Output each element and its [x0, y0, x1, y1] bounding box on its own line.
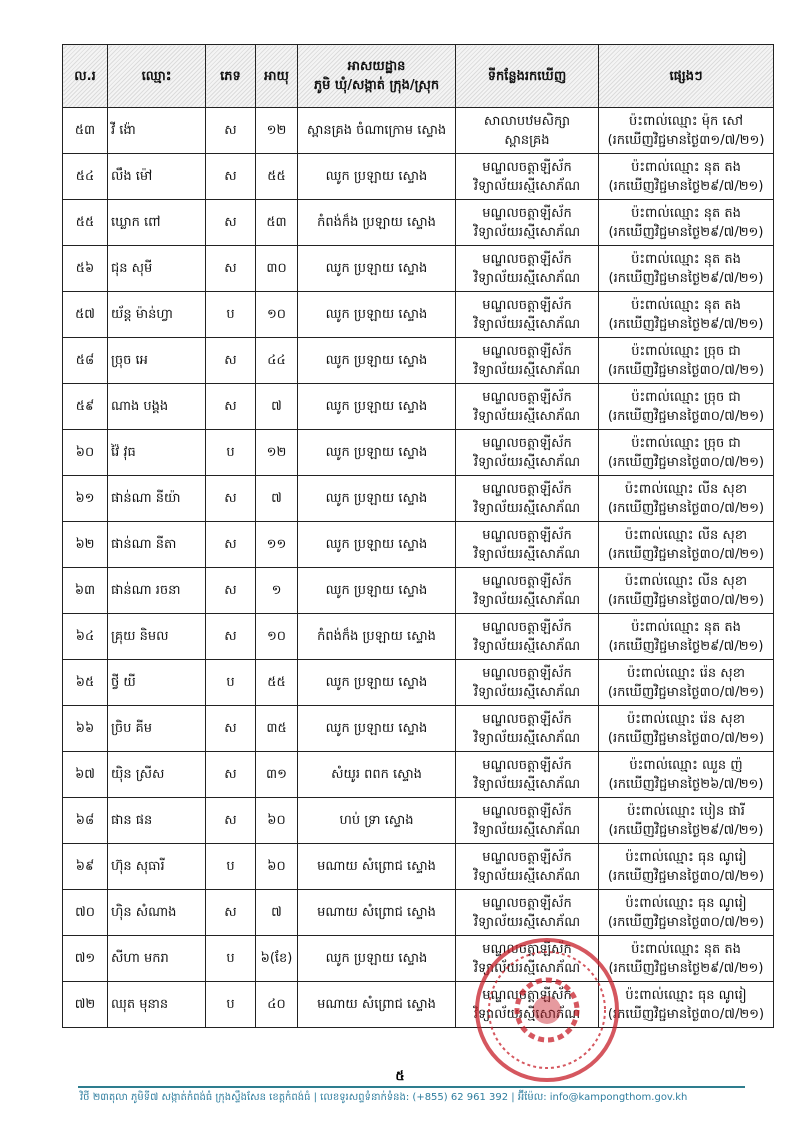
- cell-place: [456, 936, 599, 982]
- cell-sex: ស: [206, 200, 256, 246]
- remark-line2: (រកឃើញវិជ្ជមានថ្ងៃ២៩/៧/២១): [608, 178, 764, 194]
- cell-address: ឈូក ប្រឡាយ ស្ទោង: [298, 246, 456, 292]
- remark-line1: ប៉ះពាល់ឈ្មោះ នុត តង: [631, 297, 741, 313]
- remark-line2: (រកឃើញវិជ្ជមានថ្ងៃ៣០/៧/២១): [607, 868, 765, 884]
- table-row: [63, 936, 774, 982]
- cell-name: វី ង៉ោ: [108, 108, 206, 154]
- cell-no: ៦៧: [63, 752, 108, 798]
- place-line2: វិទ្យាល័យរស្មីសោភ័ណ: [473, 822, 581, 838]
- cell-remark: [599, 154, 774, 200]
- place-line2: វិទ្យាល័យរស្មីសោភ័ណ: [473, 960, 581, 976]
- cell-age: ៦០: [256, 844, 298, 890]
- cell-remark: [599, 430, 774, 476]
- cell-no: ៦៣: [63, 568, 108, 614]
- cell-no: ៥៩: [63, 384, 108, 430]
- cell-address: ឈូក ប្រឡាយ ស្ទោង: [298, 476, 456, 522]
- remark-line2: (រកឃើញវិជ្ជមានថ្ងៃ៣០/៧/២១): [607, 546, 765, 562]
- place-line1: មណ្ឌលចត្តាឡីស័ក: [482, 895, 572, 911]
- place-line2: វិទ្យាល័យរស្មីសោភ័ណ: [473, 868, 581, 884]
- table-row: [63, 982, 774, 1028]
- cell-name: ថ្វី យី: [108, 660, 206, 706]
- remark-line2: (រកឃើញវិជ្ជមានថ្ងៃ៣០/៧/២១): [607, 500, 765, 516]
- place-line2: វិទ្យាល័យរស្មីសោភ័ណ: [473, 776, 581, 792]
- remark-line1: ប៉ះពាល់ឈ្មោះ រ៉េន សុខា: [626, 711, 746, 727]
- remark-line1: ប៉ះពាល់ឈ្មោះ ធុន ណូរៀ: [625, 987, 747, 1003]
- remark-line2: (រកឃើញវិជ្ជមានថ្ងៃ៣០/៧/២១): [607, 454, 765, 470]
- cell-remark: [599, 798, 774, 844]
- cell-age: ១១: [256, 522, 298, 568]
- remark-line1: ប៉ះពាល់ឈ្មោះ រ៉េន សុខា: [626, 665, 746, 681]
- cell-remark: [599, 108, 774, 154]
- cell-address: ឈូក ប្រឡាយ ស្ទោង: [298, 660, 456, 706]
- table-row: [63, 246, 774, 292]
- cell-age: ៣០: [256, 246, 298, 292]
- cell-remark: [599, 844, 774, 890]
- cell-sex: ស: [206, 108, 256, 154]
- cell-address: មណាយ សំព្រោជ ស្ទោង: [298, 982, 456, 1028]
- place-line2: វិទ្យាល័យរស្មីសោភ័ណ: [473, 638, 581, 654]
- cell-name: ហ៊ុន សុធារី: [108, 844, 206, 890]
- cell-age: ៣៥: [256, 706, 298, 752]
- remark-line1: ប៉ះពាល់ឈ្មោះ ឈួន ញ៉: [629, 757, 743, 773]
- cell-name: ផាន់ណា រចនា: [108, 568, 206, 614]
- remark-line2: (រកឃើញវិជ្ជមានថ្ងៃ៣១/៧/២១): [607, 132, 765, 148]
- cell-no: ៧១: [63, 936, 108, 982]
- cell-age: ១: [256, 568, 298, 614]
- cell-sex: ស: [206, 752, 256, 798]
- cell-name: លឹង ម៉ៅ: [108, 154, 206, 200]
- cell-address: មណាយ សំព្រោជ ស្ទោង: [298, 890, 456, 936]
- cell-remark: [599, 522, 774, 568]
- cell-sex: ស: [206, 154, 256, 200]
- cell-address: ឈូក ប្រឡាយ ស្ទោង: [298, 154, 456, 200]
- table-row: [63, 752, 774, 798]
- cell-no: ៦០: [63, 430, 108, 476]
- cell-sex: ស: [206, 476, 256, 522]
- remark-line1: ប៉ះពាល់ឈ្មោះ ធុន ណូរៀ: [625, 849, 747, 865]
- cell-no: ៦៤: [63, 614, 108, 660]
- cell-remark: [599, 890, 774, 936]
- cell-no: ៥៨: [63, 338, 108, 384]
- cell-name: ច្រិប គីម: [108, 706, 206, 752]
- place-line1: មណ្ឌលចត្តាឡីស័ក: [482, 527, 572, 543]
- remark-line2: (រកឃើញវិជ្ជមានថ្ងៃ៣០/៧/២១): [607, 730, 765, 746]
- cell-age: ៤៤: [256, 338, 298, 384]
- cell-remark: [599, 246, 774, 292]
- place-line1: មណ្ឌលចត្តាឡីស័ក: [482, 481, 572, 497]
- remark-line1: ប៉ះពាល់ឈ្មោះ លីន សុខា: [624, 527, 748, 543]
- place-line2: វិទ្យាល័យរស្មីសោភ័ណ: [473, 454, 581, 470]
- table-header: [63, 45, 774, 108]
- table-row: [63, 476, 774, 522]
- header-no: ល.រ: [63, 45, 108, 108]
- remark-line2: (រកឃើញវិជ្ជមានថ្ងៃ៣០/៧/២១): [607, 592, 765, 608]
- cell-place: [456, 246, 599, 292]
- table-row: [63, 798, 774, 844]
- place-line1: មណ្ឌលចត្តាឡីស័ក: [482, 987, 572, 1003]
- cell-age: ៧: [256, 476, 298, 522]
- header-address-line2: ភូមិ ឃុំ/សង្កាត់ ក្រុង/ស្រុក: [313, 78, 440, 93]
- remark-line1: ប៉ះពាល់ឈ្មោះ ធុន ណូរៀ: [625, 895, 747, 911]
- header-address: [298, 45, 456, 108]
- cell-place: [456, 614, 599, 660]
- cell-no: ៥៥: [63, 200, 108, 246]
- place-line2: វិទ្យាល័យរស្មីសោភ័ណ: [473, 224, 581, 240]
- remark-line2: (រកឃើញវិជ្ជមានថ្ងៃ២៩/៧/២១): [608, 822, 764, 838]
- cell-address: ឈូក ប្រឡាយ ស្ទោង: [298, 706, 456, 752]
- cell-sex: ប: [206, 660, 256, 706]
- cell-address: ឈូក ប្រឡាយ ស្ទោង: [298, 522, 456, 568]
- cell-place: [456, 844, 599, 890]
- cell-remark: [599, 292, 774, 338]
- place-line2: វិទ្យាល័យរស្មីសោភ័ណ: [473, 1006, 581, 1022]
- cell-address: កំពង់ក៏ង ប្រឡាយ ស្ទោង: [298, 614, 456, 660]
- cell-no: ៦១: [63, 476, 108, 522]
- cell-sex: ស: [206, 568, 256, 614]
- place-line1: មណ្ឌលចត្តាឡីស័ក: [482, 711, 572, 727]
- remark-line1: ប៉ះពាល់ឈ្មោះ ម៉ុក សៅ: [629, 113, 743, 129]
- place-line1: មណ្ឌលចត្តាឡីស័ក: [482, 389, 572, 405]
- cell-remark: [599, 752, 774, 798]
- cell-age: ៦(ខែ): [256, 936, 298, 982]
- cell-name: យ៉ិន ស្រីស: [108, 752, 206, 798]
- place-line1: មណ្ឌលចត្តាឡីស័ក: [482, 297, 572, 313]
- table-row: [63, 844, 774, 890]
- remark-line2: (រកឃើញវិជ្ជមានថ្ងៃ២៩/៧/២១): [608, 316, 764, 332]
- cell-name: ផាន់ណា នីតា: [108, 522, 206, 568]
- place-line2: វិទ្យាល័យរស្មីសោភ័ណ: [473, 914, 581, 930]
- place-line1: មណ្ឌលចត្តាឡីស័ក: [482, 205, 572, 221]
- place-line1: មណ្ឌលចត្តាឡីស័ក: [482, 757, 572, 773]
- cell-sex: ស: [206, 384, 256, 430]
- cell-place: [456, 798, 599, 844]
- table-row: [63, 384, 774, 430]
- cell-no: ៧០: [63, 890, 108, 936]
- cell-address: ឈូក ប្រឡាយ ស្ទោង: [298, 384, 456, 430]
- table-row: [63, 292, 774, 338]
- cell-sex: ប: [206, 936, 256, 982]
- cell-remark: [599, 568, 774, 614]
- cell-place: [456, 338, 599, 384]
- place-line2: វិទ្យាល័យរស្មីសោភ័ណ: [473, 546, 581, 562]
- cell-remark: [599, 936, 774, 982]
- page-number: ៥: [395, 1069, 405, 1084]
- cell-name: គ្រុយ និមល: [108, 614, 206, 660]
- data-table: [62, 44, 774, 1028]
- header-address-line1: អាសយដ្ឋាន: [347, 59, 406, 74]
- cell-age: ១២: [256, 108, 298, 154]
- cell-place: [456, 476, 599, 522]
- cell-age: ៥៥: [256, 154, 298, 200]
- cell-remark: [599, 200, 774, 246]
- cell-place: [456, 108, 599, 154]
- header-sex: ភេទ: [206, 45, 256, 108]
- remark-line2: (រកឃើញវិជ្ជមានថ្ងៃ៣០/៧/២១): [607, 914, 765, 930]
- cell-age: ៤០: [256, 982, 298, 1028]
- table-row: [63, 890, 774, 936]
- remark-line2: (រកឃើញវិជ្ជមានថ្ងៃ២៦/៧/២១): [608, 776, 764, 792]
- cell-no: ៦៨: [63, 798, 108, 844]
- place-line1: មណ្ឌលចត្តាឡីស័ក: [482, 343, 572, 359]
- remark-line2: (រកឃើញវិជ្ជមានថ្ងៃ២៩/៧/២១): [608, 960, 764, 976]
- place-line2: ស្ពានគ្រង: [504, 132, 550, 148]
- cell-sex: ស: [206, 522, 256, 568]
- cell-place: [456, 568, 599, 614]
- place-line1: មណ្ឌលចត្តាឡីស័ក: [482, 573, 572, 589]
- remark-line1: ប៉ះពាល់ឈ្មោះ បៀន ផារី: [627, 803, 745, 819]
- remark-line1: ប៉ះពាល់ឈ្មោះ នុត តង: [631, 159, 741, 175]
- cell-sex: ប: [206, 430, 256, 476]
- cell-no: ៥៦: [63, 246, 108, 292]
- table-row: [63, 706, 774, 752]
- place-line1: មណ្ឌលចត្តាឡីស័ក: [482, 159, 572, 175]
- remark-line1: ប៉ះពាល់ឈ្មោះ នុត តង: [631, 205, 741, 221]
- remark-line1: ប៉ះពាល់ឈ្មោះ លីន សុខា: [624, 573, 748, 589]
- cell-address: ឈូក ប្រឡាយ ស្ទោង: [298, 568, 456, 614]
- cell-sex: ស: [206, 890, 256, 936]
- cell-place: [456, 982, 599, 1028]
- cell-no: ៥៧: [63, 292, 108, 338]
- cell-age: ១០: [256, 614, 298, 660]
- cell-age: ៦០: [256, 798, 298, 844]
- cell-no: ៥៤: [63, 154, 108, 200]
- place-line1: មណ្ឌលចត្តាឡីស័ក: [482, 849, 572, 865]
- header-name: ឈ្មោះ: [108, 45, 206, 108]
- cell-name: ឃ្លោក ពៅ: [108, 200, 206, 246]
- place-line2: វិទ្យាល័យរស្មីសោភ័ណ: [473, 730, 581, 746]
- cell-place: [456, 890, 599, 936]
- table-row: [63, 108, 774, 154]
- cell-place: [456, 430, 599, 476]
- cell-address: ឈូក ប្រឡាយ ស្ទោង: [298, 338, 456, 384]
- cell-sex: ស: [206, 706, 256, 752]
- place-line1: មណ្ឌលចត្តាឡីស័ក: [482, 435, 572, 451]
- cell-remark: [599, 338, 774, 384]
- place-line2: វិទ្យាល័យរស្មីសោភ័ណ: [473, 408, 581, 424]
- cell-name: ហ៊ិន សំណាង: [108, 890, 206, 936]
- cell-address: សំយូរ ពពក ស្ទោង: [298, 752, 456, 798]
- cell-remark: [599, 476, 774, 522]
- cell-name: វ៉ៃ វុធ: [108, 430, 206, 476]
- remark-line2: (រកឃើញវិជ្ជមានថ្ងៃ៣០/៧/២១): [607, 684, 765, 700]
- cell-place: [456, 752, 599, 798]
- place-line2: វិទ្យាល័យរស្មីសោភ័ណ: [473, 270, 581, 286]
- table-row: [63, 430, 774, 476]
- cell-no: ៧២: [63, 982, 108, 1028]
- cell-place: [456, 384, 599, 430]
- cell-name: ផាន់ណា នីយ៉ា: [108, 476, 206, 522]
- footer-contact: វិថី ២៣តុលា ភូមិទី៧ សង្កាត់កំពង់ធំ ក្រុងស្ទឹងសែន ខេត្តកំពង់ធំ | លេខទូរសព្ទទំនាក់ទំនង: (+855) 62 961 392 | អ៊ីម៉ែល: info@kampongthom.gov.kh: [80, 1092, 688, 1103]
- cell-address: មណាយ សំព្រោជ ស្ទោង: [298, 844, 456, 890]
- place-line2: វិទ្យាល័យរស្មីសោភ័ណ: [473, 362, 581, 378]
- remark-line2: (រកឃើញវិជ្ជមានថ្ងៃ៣០/៧/២១): [607, 1006, 765, 1022]
- place-line1: សាលាបឋមសិក្សា: [483, 113, 571, 129]
- place-line1: មណ្ឌលចត្តាឡីស័ក: [482, 619, 572, 635]
- table-row: [63, 522, 774, 568]
- cell-age: ៥៥: [256, 660, 298, 706]
- remark-line1: ប៉ះពាល់ឈ្មោះ ច្រុច ជា: [631, 435, 741, 451]
- cell-address: ឈូក ប្រឡាយ ស្ទោង: [298, 292, 456, 338]
- cell-no: ៦៥: [63, 660, 108, 706]
- remark-line1: ប៉ះពាល់ឈ្មោះ នុត តង: [631, 941, 741, 957]
- remark-line2: (រកឃើញវិជ្ជមានថ្ងៃ៣០/៧/២១): [607, 408, 765, 424]
- cell-place: [456, 660, 599, 706]
- remark-line1: ប៉ះពាល់ឈ្មោះ នុត តង: [631, 251, 741, 267]
- cell-name: ច្រុច អេ: [108, 338, 206, 384]
- remark-line1: ប៉ះពាល់ឈ្មោះ នុត តង: [631, 619, 741, 635]
- place-line2: វិទ្យាល័យរស្មីសោភ័ណ: [473, 316, 581, 332]
- cell-address: ឈូក ប្រឡាយ ស្ទោង: [298, 430, 456, 476]
- cell-place: [456, 522, 599, 568]
- cell-address: ឈូក ប្រឡាយ ស្ទោង: [298, 936, 456, 982]
- cell-sex: ស: [206, 798, 256, 844]
- table-row: [63, 568, 774, 614]
- remark-line2: (រកឃើញវិជ្ជមានថ្ងៃ២៩/៧/២១): [608, 270, 764, 286]
- table-row: [63, 154, 774, 200]
- place-line2: វិទ្យាល័យរស្មីសោភ័ណ: [473, 592, 581, 608]
- header-place: ទីកន្លែងរកឃើញ: [456, 45, 599, 108]
- cell-age: ១០: [256, 292, 298, 338]
- cell-name: សីហា មករា: [108, 936, 206, 982]
- place-line1: មណ្ឌលចត្តាឡីស័ក: [482, 665, 572, 681]
- remark-line2: (រកឃើញវិជ្ជមានថ្ងៃ៣០/៧/២១): [607, 362, 765, 378]
- cell-no: ៦៩: [63, 844, 108, 890]
- cell-age: ១២: [256, 430, 298, 476]
- cell-place: [456, 154, 599, 200]
- table-row: [63, 614, 774, 660]
- cell-age: ៧: [256, 890, 298, 936]
- cell-age: ៣១: [256, 752, 298, 798]
- place-line1: មណ្ឌលចត្តាឡីស័ក: [482, 941, 572, 957]
- cell-age: ៥៣: [256, 200, 298, 246]
- cell-address: ហប់ ទ្រា ស្ទោង: [298, 798, 456, 844]
- cell-remark: [599, 982, 774, 1028]
- cell-no: ៦៦: [63, 706, 108, 752]
- remark-line2: (រកឃើញវិជ្ជមានថ្ងៃ២៩/៧/២១): [608, 224, 764, 240]
- cell-remark: [599, 614, 774, 660]
- cell-place: [456, 706, 599, 752]
- remark-line1: ប៉ះពាល់ឈ្មោះ ច្រុច ជា: [631, 343, 741, 359]
- place-line1: មណ្ឌលចត្តាឡីស័ក: [482, 251, 572, 267]
- table-row: [63, 660, 774, 706]
- cell-no: ៦២: [63, 522, 108, 568]
- place-line2: វិទ្យាល័យរស្មីសោភ័ណ: [473, 178, 581, 194]
- cell-place: [456, 292, 599, 338]
- place-line2: វិទ្យាល័យរស្មីសោភ័ណ: [473, 500, 581, 516]
- cell-place: [456, 200, 599, 246]
- cell-sex: ស: [206, 614, 256, 660]
- place-line2: វិទ្យាល័យរស្មីសោភ័ណ: [473, 684, 581, 700]
- cell-address: កំពង់ក៏ង ប្រឡាយ ស្ទោង: [298, 200, 456, 246]
- cell-age: ៧: [256, 384, 298, 430]
- remark-line1: ប៉ះពាល់ឈ្មោះ ច្រុច ជា: [631, 389, 741, 405]
- cell-remark: [599, 660, 774, 706]
- header-remark: ផ្សេងៗ: [599, 45, 774, 108]
- cell-name: យ័ន្ត ម៉ាន់ហ្វា: [108, 292, 206, 338]
- footer-divider: [78, 1086, 745, 1088]
- cell-sex: ប: [206, 844, 256, 890]
- header-age: អាយុ: [256, 45, 298, 108]
- cell-remark: [599, 384, 774, 430]
- cell-sex: ប: [206, 982, 256, 1028]
- remark-line1: ប៉ះពាល់ឈ្មោះ លីន សុខា: [624, 481, 748, 497]
- cell-name: ឈុត មុនាន: [108, 982, 206, 1028]
- table-row: [63, 200, 774, 246]
- cell-name: ជុន សុមី: [108, 246, 206, 292]
- cell-sex: ប: [206, 292, 256, 338]
- cell-remark: [599, 706, 774, 752]
- cell-name: ផាន ផន: [108, 798, 206, 844]
- place-line1: មណ្ឌលចត្តាឡីស័ក: [482, 803, 572, 819]
- cell-sex: ស: [206, 338, 256, 384]
- cell-sex: ស: [206, 246, 256, 292]
- cell-name: ណាង បង្គង: [108, 384, 206, 430]
- table-row: [63, 338, 774, 384]
- remark-line2: (រកឃើញវិជ្ជមានថ្ងៃ២៩/៧/២១): [608, 638, 764, 654]
- cell-address: ស្ពានគ្រង ចំណាក្រោម ស្ទោង: [298, 108, 456, 154]
- cell-no: ៥៣: [63, 108, 108, 154]
